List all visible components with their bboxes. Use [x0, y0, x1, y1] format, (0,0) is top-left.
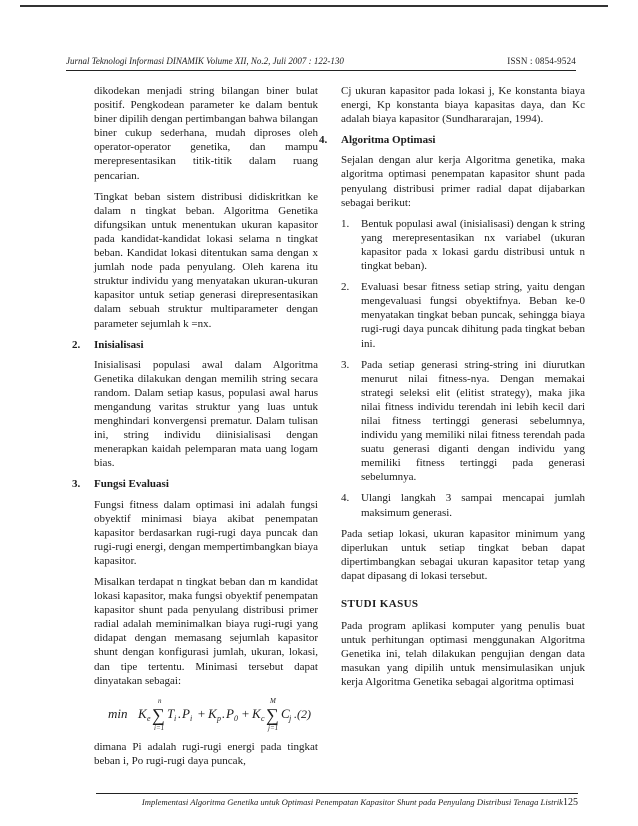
paragraph: Inisialisasi populasi awal dalam Algoritma Genetika dilakukan dengan memilih string secara random. Dalam setiap kasus, populasi awal harus mengandung varitas struktur yang luas untuk menghindari konvergensi prematur. Dalam tulisan ini, string individu diinisialisasi dengan menerapkan kaidah pelemparan mata uang logam bias. — [94, 358, 318, 470]
eq-sum1-bot: i=1 — [154, 723, 165, 732]
list-item — [341, 280, 585, 350]
section-title-studi-kasus: STUDI KASUS — [341, 598, 419, 610]
eq-p0: P — [226, 705, 234, 721]
paragraph: Pada setiap lokasi, ukuran kapasitor minimum yang diperlukan untuk setiap tingkat beban dapat dipertimbangkan sebagai ukuran kapasitor tetap yang dapat dipasang di lokasi tersebut. — [341, 527, 585, 582]
eq-ke: K — [138, 705, 147, 721]
eq-ti-sub: i — [174, 713, 177, 723]
footer-title: Implementasi Algoritma Genetika untuk Optimasi Penempatan Kapasitor Shunt pada Penyulang Distribusi Tenaga Listrik — [141, 797, 563, 807]
list-item — [341, 491, 585, 519]
eq-pi: P — [182, 705, 190, 721]
eq-sum1: ∑ — [152, 704, 165, 725]
section-number: 2. — [72, 338, 81, 351]
running-footer — [96, 793, 578, 808]
eq-kp-sub: p — [217, 713, 221, 723]
paragraph: Tingkat beban sistem distribusi didiskritkan ke dalam n tingkat beban. Algoritma Genetika difungsikan untuk menentukan ukuran kapasitor pada kandidat-kandidat lokasi selama n tingkat beban. Kandidat lokasi ditentukan sama dengan x jumlah node pada penyulang. Oleh karena itu struktur individu yang menyatakan ukuran-ukuran kapasitor untuk setiap generasi direpresentasikan dalam sebuah struktur multiparameter dengan parameter sejumlah k =nx. — [94, 190, 318, 330]
eq-plus: + — [197, 705, 206, 721]
issn: ISSN : 0854-9524 — [507, 56, 576, 66]
step-text: Evaluasi besar fitness setiap string, yaitu dengan mengevaluasi fungsi obyektifnya. Beban ke-0 menyatakan tingkat beban puncak, sehingga biaya rugi-rugi daya puncak dihitung pada tingkat beban ini. — [361, 281, 585, 350]
paragraph: dimana Pi adalah rugi-rugi energi pada tingkat beban i, Po rugi-rugi daya puncak, — [94, 740, 318, 767]
section-number: 4. — [319, 134, 328, 147]
eq-label: .(2) — [294, 706, 311, 721]
section-heading — [72, 477, 318, 491]
left-column — [72, 84, 318, 775]
eq-p0-sub: 0 — [234, 713, 238, 723]
equation-graphic — [94, 696, 318, 736]
eq-dot: . — [222, 705, 226, 721]
paragraph: dikodekan menjadi string bilangan biner bulat positif. Pengkodean parameter ke dalam bentuk biner dipilih dengan pertimbangan bahwa bilangan biner cukup sederhana, mudah diproses oleh operator-operator genetika, dan mampu merepresentasikan titik-titik dalam ruang pencarian. — [94, 85, 318, 182]
step-text: Ulangi langkah 3 sampai mencapai jumlah maksimum generasi. — [361, 492, 585, 519]
right-column — [319, 84, 585, 697]
eq-sum1-top: n — [158, 696, 162, 705]
journal-title: Jurnal Teknologi Informasi DINAMIK Volume XII, No.2, Juli 2007 : 122-130 — [66, 56, 344, 66]
section-title: Inisialisasi — [94, 338, 144, 351]
step-number: 4. — [341, 492, 350, 505]
paragraph: Sejalan dengan alur kerja Algoritma genetika, maka algoritma optimasi penempatan kapasitor shunt pada penyulang distribusi primer radial dapat dijabarkan sebagai berikut: — [341, 154, 585, 209]
top-rule — [20, 5, 608, 7]
algorithm-steps — [341, 217, 585, 520]
eq-kc-sub: c — [261, 713, 265, 723]
list-item — [341, 358, 585, 485]
page-number: 125 — [563, 797, 578, 808]
running-header — [66, 56, 576, 71]
eq-pi-sub: i — [190, 713, 193, 723]
step-number: 1. — [341, 217, 350, 230]
eq-sum2: ∑ — [266, 704, 279, 725]
paragraph: Misalkan terdapat n tingkat beban dan m kandidat lokasi kapasitor, maka fungsi obyektif penempatan kapasitor shunt pada penyulang distribusi primer radial adalah meminimalkan biaya rugi-rugi yang didapat dengan memasang sejumlah kapasitor shunt dengan konfigurasi jumlah, ukuran, lokasi, dan tipe tertentu. Minimasi tersebut dapat dinyatakan sebagai: — [94, 576, 318, 687]
section-heading — [72, 338, 318, 352]
section-title: Algoritma Optimasi — [341, 134, 436, 147]
eq-kp: K — [208, 705, 217, 721]
eq-ti: T — [167, 705, 175, 721]
paragraph: Pada program aplikasi komputer yang penulis buat untuk perhitungan optimasi menggunakan Algoritma Genetika ini, telah dilakukan pengujian dengan data masukan yang dipilih untuk mensimulasikan unjuk kerja Algoritma Genetika sebagai algoritma optimasi — [341, 620, 585, 689]
eq-cj: C — [281, 705, 290, 721]
eq-plus: + — [241, 705, 250, 721]
section-title: Fungsi Evaluasi — [94, 478, 169, 491]
section-heading — [319, 133, 585, 147]
eq-min: min — [108, 705, 128, 721]
eq-sum2-top: M — [270, 696, 276, 705]
eq-cj-sub: j — [289, 713, 292, 723]
eq-kc: K — [252, 705, 261, 721]
eq-sum2-bot: j=1 — [268, 723, 279, 732]
section-number: 3. — [72, 478, 81, 491]
step-text: Pada setiap generasi string-string ini diurutkan menurut nilai fitness-nya. Dengan memakai strategi seleksi elit (elitist strategy), maka jika nilai fitness individu terendah ini lebih kecil dari nilai fitness tertinggi generasi sebelumnya, individu yang memiliki nilai fitness terendah pada suatu generasi diganti dengan individu yang memiliki fitness tertinggi pada generasi sebelumnya. — [361, 358, 585, 484]
equation-2 — [94, 696, 318, 730]
paragraph: Cj ukuran kapasitor pada lokasi j, Ke konstanta biaya energi, Kp konstanta biaya kapasitas daya, dan Kc adalah biaya kapasitor (Sundhararajan, 1994). — [341, 85, 585, 126]
eq-ke-sub: e — [147, 713, 151, 723]
step-text: Bentuk populasi awal (inisialisasi) dengan k string yang merepresentasikan nx variabel (ukuran kapasitor pada x lokasi gardu distribusi untuk n tingkat beban). — [361, 217, 585, 273]
step-number: 2. — [341, 281, 350, 294]
paragraph: Fungsi fitness dalam optimasi ini adalah fungsi obyektif minimasi biaya akibat penempatan kapasitor berdasarkan rugi-rugi daya puncak dan rugi-rugi energi, dengan mempertimbangkan biaya kapasitor. — [94, 498, 318, 567]
list-item — [341, 217, 585, 273]
step-number: 3. — [341, 358, 350, 371]
eq-dot: . — [178, 705, 182, 721]
